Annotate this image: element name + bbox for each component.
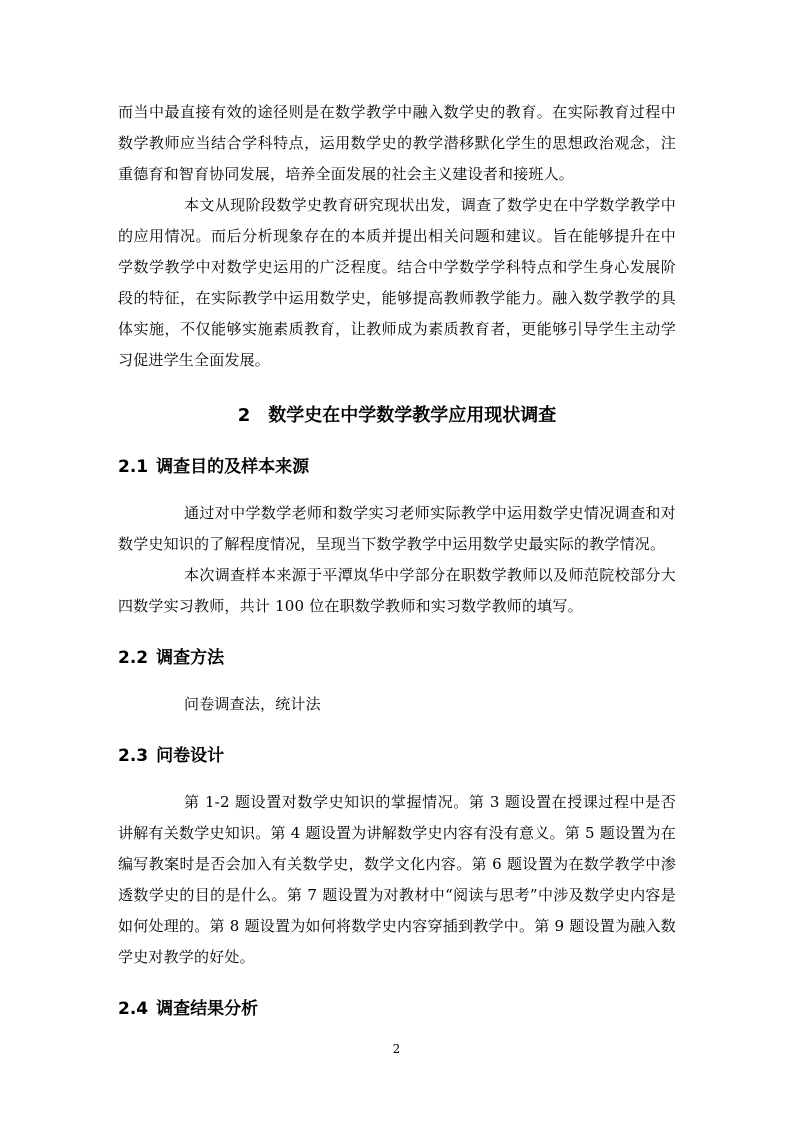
section-heading-2-2	[118, 645, 676, 671]
page-number: 2	[392, 1042, 401, 1056]
section-number: 2.3	[118, 746, 149, 766]
section-number: 2.1	[118, 457, 149, 477]
section-title: 调查结果分析	[156, 999, 259, 1019]
chapter-number: 2	[237, 405, 251, 426]
section-number: 2.4	[118, 999, 149, 1019]
section-heading-2-4	[118, 996, 676, 1022]
section-title: 调查目的及样本来源	[156, 457, 310, 477]
section-title: 调查方法	[156, 648, 225, 668]
section-2-1-paragraph-2: 本次调查样本来源于平潭岚华中学部分在职数学教师以及师范院校部分大四数学实习教师，共计 100 位在职数学教师和实习数学教师的填写。	[118, 566, 676, 615]
section-number: 2.2	[118, 648, 149, 668]
section-title: 问卷设计	[156, 746, 225, 766]
chapter-heading	[118, 401, 676, 431]
chapter-title: 数学史在中学数学教学应用现状调查	[268, 405, 557, 426]
intro-paragraph-1: 而当中最直接有效的途径则是在数学教学中融入数学史的教育。在实际教育过程中数学教师应当结合学科特点，运用数学史的教学潜移默化学生的思想政治观念，注重德育和智育协同发展，培养全面发展的社会主义建设者和接班人。	[118, 103, 676, 183]
section-2-2-paragraph-1: 问卷调查法，统计法	[184, 695, 321, 713]
section-2-3-paragraph-1: 第 1-2 题设置对数学史知识的掌握情况。第 3 题设置在授课过程中是否讲解有关数学史知识。第 4 题设置为讲解数学史内容有没有意义。第 5 题设置为在编写教案时是否会加入有关数学史，数学文化内容。第 6 题设置为在数学教学中渗透数学史的目的是什么。第 7 题设置为对教材中“阅读与思考”中涉及数学史内容是如何处理的。第 8 题设置为如何将数学史内容穿插到教学中。第 9 题设置为融入数学史对教学的好处。	[118, 793, 676, 966]
section-heading-2-3	[118, 743, 676, 769]
intro-paragraph-2: 本文从现阶段数学史教育研究现状出发，调查了数学史在中学数学教学中的应用情况。而后分析现象存在的本质并提出相关问题和建议。旨在能够提升在中学数学教学中对数学史运用的广泛程度。结合中学数学学科特点和学生身心发展阶段的特征，在实际教学中运用数学史，能够提高教师教学能力。融入数学教学的具体实施，不仅能够实施素质教育，让教师成为素质教育者，更能够引导学生主动学习促进学生全面发展。	[118, 196, 676, 369]
section-heading-2-1	[118, 454, 676, 480]
section-2-1-paragraph-1: 通过对中学数学老师和数学实习老师实际教学中运用数学史情况调查和对数学史知识的了解程度情况，呈现当下数学教学中运用数学史最实际的教学情况。	[118, 504, 676, 553]
document-page	[118, 97, 676, 1040]
